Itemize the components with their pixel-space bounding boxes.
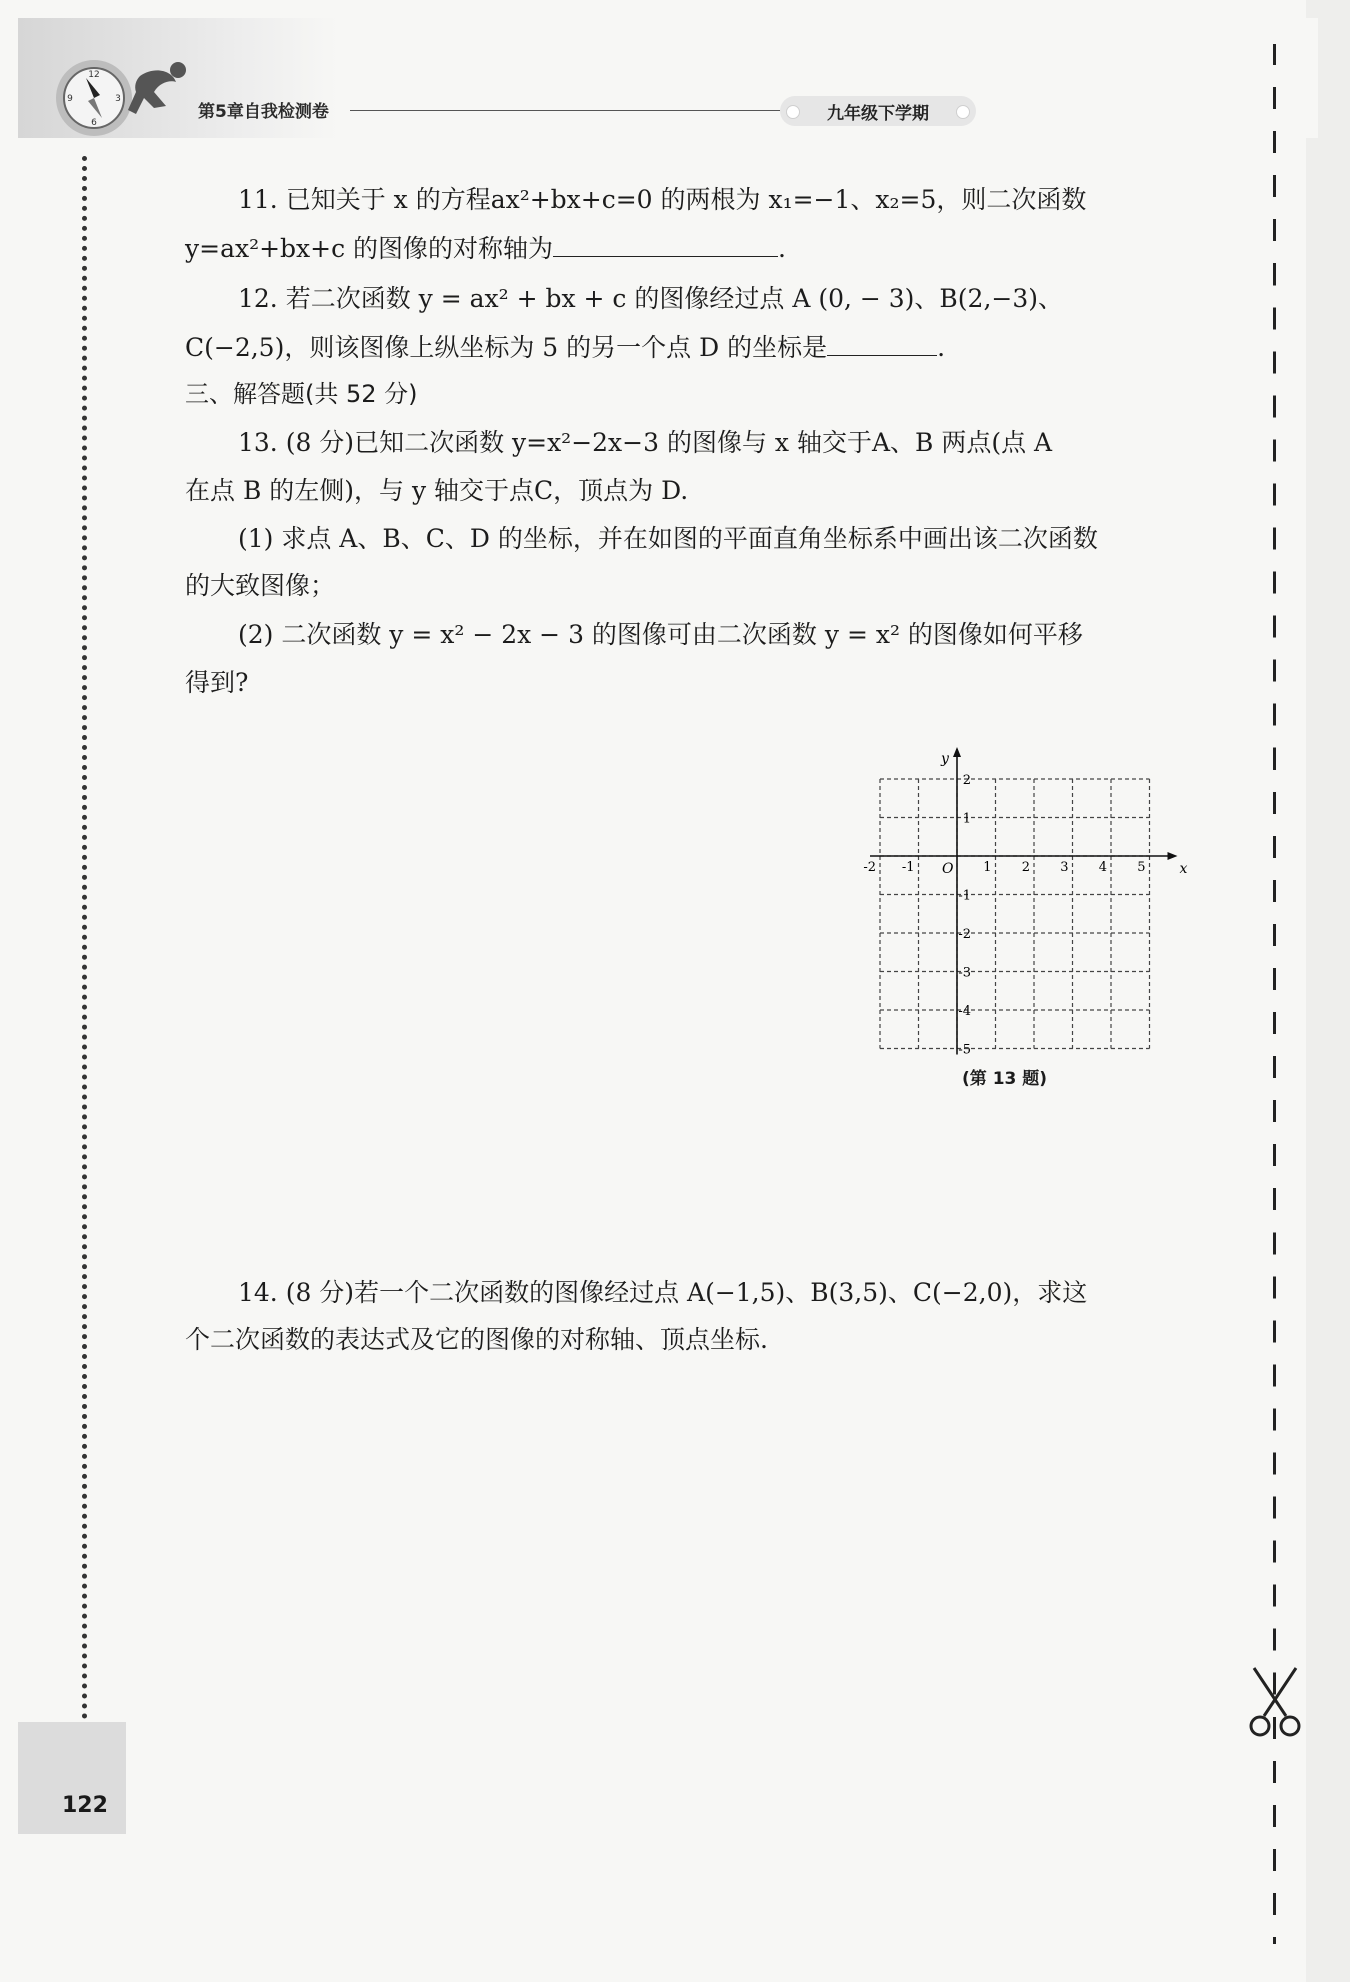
- q11-line2-text: y=ax²+bx+c 的图像的对称轴为: [185, 234, 554, 263]
- x-axis-label: x: [1179, 861, 1188, 877]
- y-tick-label: -4: [958, 1004, 971, 1019]
- logo-num-12: 12: [88, 70, 100, 80]
- logo-num-3: 3: [115, 94, 121, 104]
- x-tick-label: -1: [901, 860, 915, 875]
- q12-answer-blank[interactable]: [827, 331, 937, 356]
- y-axis-arrow: [953, 747, 961, 757]
- q13-line5: (2) 二次函数 y = x² − 2x − 3 的图像可由二次函数 y = x² 的图像如何平移: [238, 620, 1083, 649]
- x-tick-label: 4: [1098, 860, 1107, 875]
- q13-line2: 在点 B 的左侧)，与 y 轴交于点C，顶点为 D.: [185, 476, 689, 505]
- q12-line2: [185, 331, 945, 365]
- logo-num-6: 6: [91, 118, 97, 128]
- chapter-label: 第5章自我检测卷: [198, 102, 329, 122]
- coordinate-grid[interactable]: [845, 730, 1188, 1060]
- q12-line2-end: .: [937, 333, 946, 362]
- x-tick-label: 5: [1137, 860, 1146, 875]
- y-tick-label: -1: [958, 888, 971, 904]
- x-axis-arrow: [1168, 852, 1178, 860]
- q13-line6: 得到?: [185, 668, 249, 697]
- q11-answer-blank[interactable]: [553, 232, 778, 257]
- logo-num-9: 9: [67, 94, 73, 104]
- header-rule: [350, 110, 780, 111]
- y-tick-label: -3: [958, 965, 971, 981]
- q14-line2: 个二次函数的表达式及它的图像的对称轴、顶点坐标.: [185, 1325, 768, 1354]
- y-tick-label: 2: [962, 773, 971, 788]
- q11-line2-end: .: [778, 234, 786, 263]
- origin-label: O: [942, 861, 954, 877]
- x-tick-label: -2: [863, 860, 876, 875]
- q13-line3: (1) 求点 A、B、C、D 的坐标，并在如图的平面直角坐标系中画出该二次函数: [238, 524, 1098, 553]
- y-tick-label: -5: [958, 1042, 971, 1058]
- scissors-icon: [1244, 1664, 1306, 1742]
- q12-line1: 12. 若二次函数 y = ax² + bx + c 的图像经过点 A (0, − 3)、B(2,−3)、: [238, 284, 1064, 313]
- binding-dotted-line: [82, 156, 87, 1730]
- grade-label-text: 九年级下学期: [827, 103, 929, 124]
- q11-line2: [185, 232, 786, 266]
- y-tick-label: 1: [962, 811, 971, 827]
- q14-line1: 14. (8 分)若一个二次函数的图像经过点 A(−1,5)、B(3,5)、C(−2,0)，求这: [238, 1278, 1088, 1307]
- y-tick-label: -2: [958, 927, 971, 942]
- q13-line4: 的大致图像；: [185, 571, 336, 600]
- x-tick-label: 3: [1060, 860, 1069, 875]
- x-tick-label: 1: [983, 860, 992, 875]
- page-number: 122: [62, 1793, 108, 1818]
- y-axis-label: y: [941, 751, 949, 767]
- q13-line1: 13. (8 分)已知二次函数 y=x²−2x−3 的图像与 x 轴交于A、B 两点(点 A: [238, 428, 1053, 457]
- q11-line1: 11. 已知关于 x 的方程ax²+bx+c=0 的两根为 x₁=−1、x₂=5，则二次函数: [238, 185, 1087, 214]
- q12-line2-text: C(−2,5)，则该图像上纵坐标为 5 的另一个点 D 的坐标是: [185, 333, 828, 362]
- cut-line: [1273, 44, 1276, 1944]
- x-tick-label: 2: [1021, 860, 1030, 875]
- page-edge: [1306, 0, 1350, 1982]
- grade-label: [780, 96, 976, 126]
- figure-caption: (第 13 题): [962, 1069, 1048, 1089]
- section-heading: 三、解答题(共 52 分): [185, 380, 418, 408]
